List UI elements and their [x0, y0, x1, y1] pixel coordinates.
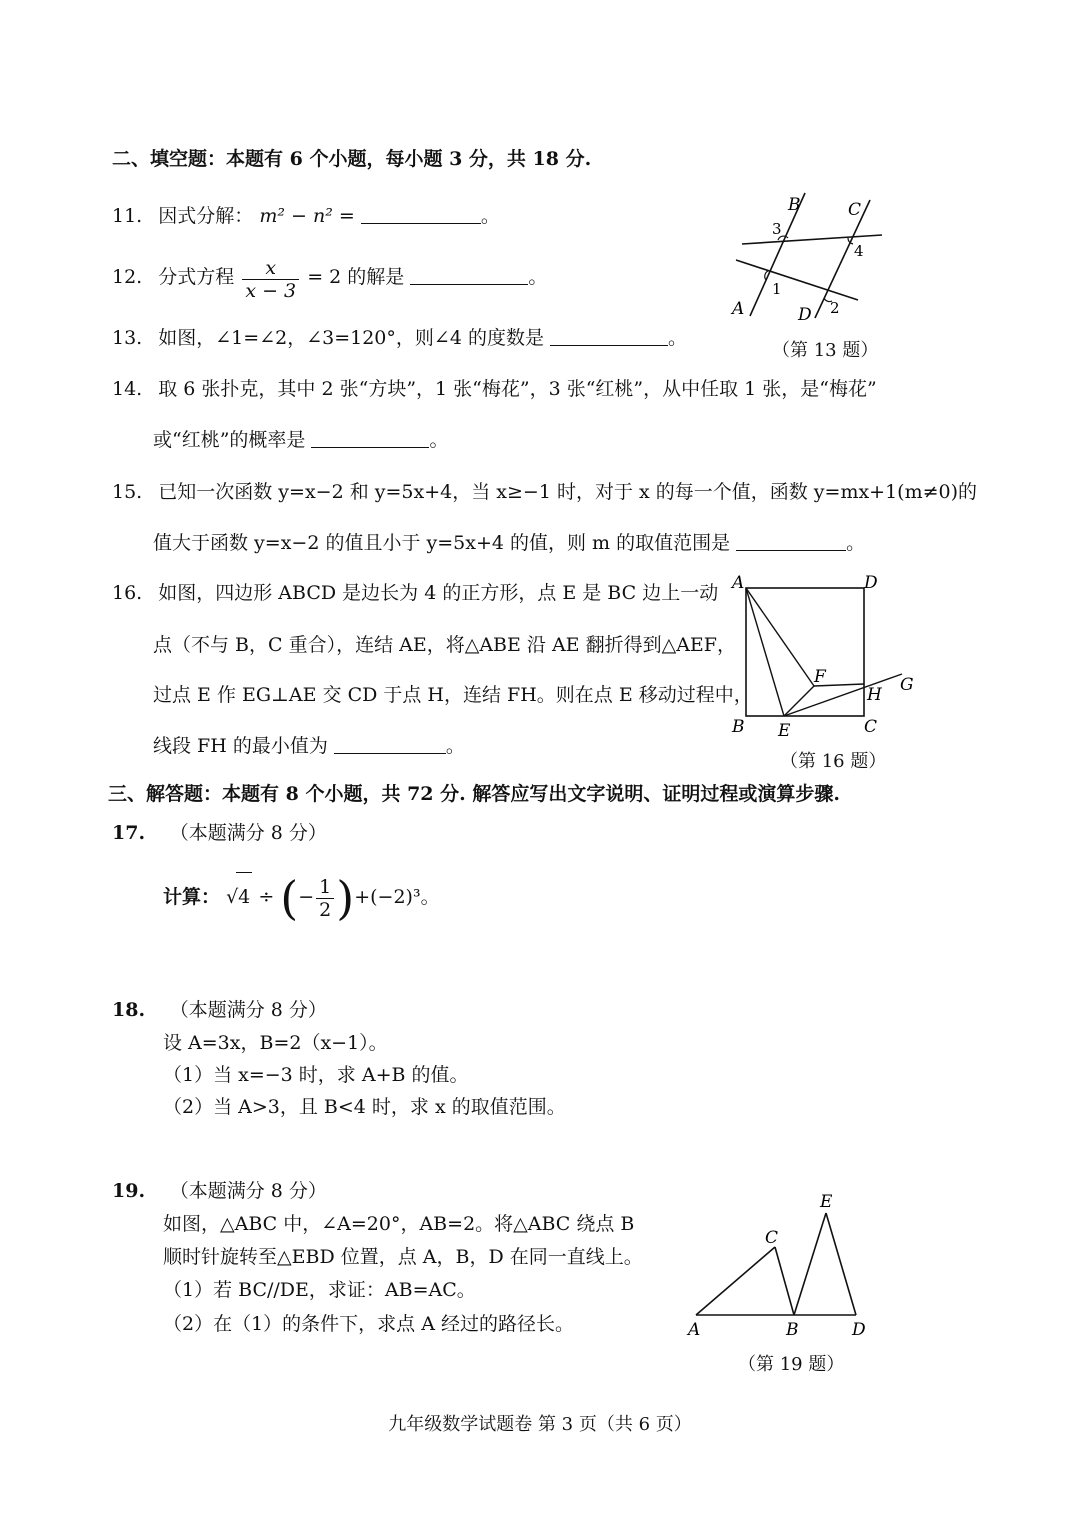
figure-13-caption: （第 13 题） [772, 340, 879, 361]
segment-EF [784, 686, 814, 716]
label-D: D [798, 305, 812, 325]
question-text-2: = 2 的解是 [307, 266, 405, 288]
question-number: 18. [112, 999, 146, 1021]
question-16-line-1 [112, 580, 718, 606]
answer-blank[interactable] [311, 429, 429, 448]
question-18-line-2: （1）当 x=−3 时，求 A+B 的值。 [163, 1064, 469, 1086]
label-E: E [820, 1192, 833, 1212]
label-E: E [778, 721, 791, 741]
section-3-title: 三、解答题：本题有 8 个小题，共 72 分. 解答应写出文字说明、证明过程或演算步骤. [108, 783, 840, 805]
minus-sign: − [298, 886, 315, 908]
label-A: A [732, 299, 745, 319]
question-score: （本题满分 8 分） [169, 822, 327, 844]
label-D: D [864, 573, 878, 593]
right-paren: ) [336, 871, 355, 925]
label-G: G [900, 675, 914, 695]
answer-blank[interactable] [736, 532, 846, 551]
question-number: 13. [112, 327, 143, 349]
question-16-line-2: 点（不与 B，C 重合），连结 AE，将△ABE 沿 AE 翻折得到△AEF， [153, 634, 736, 656]
question-number: 17. [112, 822, 146, 844]
question-text: 如图，∠1=∠2，∠3=120°，则∠4 的度数是 [158, 327, 544, 349]
label-H: H [867, 685, 882, 705]
question-18-line-1: 设 A=3x，B=2（x−1）。 [163, 1032, 388, 1054]
question-19-line-1: 如图，△ABC 中，∠A=20°，AB=2。将△ABC 绕点 B [163, 1213, 635, 1235]
question-14-line-2: 或“红桃”的概率是 。 [153, 429, 449, 451]
question-number: 11. [112, 205, 143, 227]
fraction-denominator: x − 3 [245, 280, 297, 302]
question-16-line-4: 线段 FH 的最小值为 。 [153, 735, 465, 757]
segment-AC [696, 1247, 775, 1315]
question-text: 值大于函数 y=x−2 的值且小于 y=5x+4 的值，则 m 的取值范围是 [153, 532, 731, 554]
question-19-line-3: （1）若 BC//DE，求证：AB=AC。 [163, 1279, 476, 1301]
question-14-line-1 [112, 376, 877, 402]
question-number: 16. [112, 582, 143, 604]
question-19-line-2: 顺时针旋转至△EBD 位置，点 A，B，D 在同一直线上。 [163, 1246, 643, 1268]
figure-13 [720, 188, 890, 328]
question-11: 11. 因式分解： m² − n² = 。 [112, 205, 500, 227]
label-D: D [852, 1320, 866, 1340]
math-expression: m² − n² = [259, 205, 355, 227]
question-15-line-2: 值大于函数 y=x−2 的值且小于 y=5x+4 的值，则 m 的取值范围是 。 [153, 532, 866, 554]
question-text: 如图，四边形 ABCD 是边长为 4 的正方形，点 E 是 BC 边上一动 [158, 582, 719, 604]
question-number: 19. [112, 1180, 146, 1202]
left-paren: ( [280, 871, 299, 925]
answer-blank[interactable] [361, 205, 481, 224]
answer-blank[interactable] [334, 735, 446, 754]
divide-sign: ÷ [258, 886, 275, 908]
question-19-line-4: （2）在（1）的条件下，求点 A 经过的路径长。 [163, 1313, 574, 1335]
label-angle-2: 2 [830, 299, 840, 317]
question-13: 13. 如图，∠1=∠2，∠3=120°，则∠4 的度数是 。 [112, 327, 688, 349]
line-EG [784, 674, 902, 716]
question-18-header [112, 997, 327, 1023]
question-number: 14. [112, 378, 143, 400]
label-B: B [788, 195, 801, 215]
calc-label: 计算： [163, 886, 221, 908]
figure-16 [722, 570, 922, 742]
section-2-title: 二、填空题：本题有 6 个小题，每小题 3 分，共 18 分. [112, 148, 592, 170]
square-ABCD [746, 588, 864, 716]
label-C: C [765, 1228, 779, 1248]
question-text: 已知一次函数 y=x−2 和 y=5x+4，当 x≥−1 时，对于 x 的每一个值，函数 y=mx+1(m≠0)的 [158, 481, 978, 503]
question-12: 12. 分式方程 $\frac{x}{x - 3}$ = 2 的解是 。 [112, 257, 548, 302]
question-score: （本题满分 8 分） [169, 1180, 327, 1202]
segment-ED [826, 1213, 856, 1315]
label-B: B [786, 1320, 799, 1340]
fraction-numerator: 1 [316, 876, 334, 899]
label-F: F [814, 667, 826, 687]
label-C: C [848, 200, 862, 220]
figure-19-caption: （第 19 题） [738, 1354, 845, 1375]
sqrt-symbol: √ [226, 886, 239, 908]
label-A: A [688, 1320, 701, 1340]
segment-CB [775, 1247, 794, 1315]
page-footer: 九年级数学试题卷 第 3 页（共 6 页） [388, 1414, 692, 1435]
question-score: （本题满分 8 分） [169, 999, 327, 1021]
question-18-line-3: （2）当 A>3，且 B<4 时，求 x 的取值范围。 [163, 1096, 566, 1118]
question-text: 线段 FH 的最小值为 [153, 735, 328, 757]
figure-19 [680, 1185, 880, 1345]
label-angle-3: 3 [772, 220, 782, 238]
sqrt-argument: 4 [236, 872, 252, 921]
question-17-header [112, 820, 327, 846]
label-B: B [732, 717, 745, 737]
question-17-expression [163, 871, 440, 925]
fraction [242, 257, 299, 302]
label-angle-1: 1 [772, 280, 782, 298]
question-text: 分式方程 [158, 266, 235, 288]
segment-BE [794, 1213, 826, 1315]
answer-blank[interactable] [550, 327, 668, 346]
question-number: 12. [112, 266, 143, 288]
question-text: 或“红桃”的概率是 [153, 429, 306, 451]
question-19-header [112, 1178, 327, 1204]
label-angle-4: 4 [854, 242, 864, 260]
question-text: 因式分解： [158, 205, 254, 227]
answer-blank[interactable] [410, 266, 528, 285]
segment-AE [746, 588, 784, 716]
label-C: C [864, 717, 878, 737]
question-16-line-3: 过点 E 作 EG⊥AE 交 CD 于点 H，连结 FH。则在点 E 移动过程中， [153, 684, 753, 706]
label-A: A [732, 573, 745, 593]
question-number: 15. [112, 481, 143, 503]
fraction-denominator: 2 [319, 898, 332, 921]
fraction-numerator: x [242, 257, 299, 280]
expression-tail: +(−2)³。 [354, 886, 440, 908]
figure-16-caption: （第 16 题） [780, 751, 887, 772]
fraction [316, 876, 334, 921]
segment-AF [746, 588, 814, 686]
question-text: 取 6 张扑克，其中 2 张“方块”，1 张“梅花”，3 张“红桃”，从中任取 1 张，是“梅花” [158, 378, 877, 400]
question-15-line-1 [112, 479, 977, 505]
